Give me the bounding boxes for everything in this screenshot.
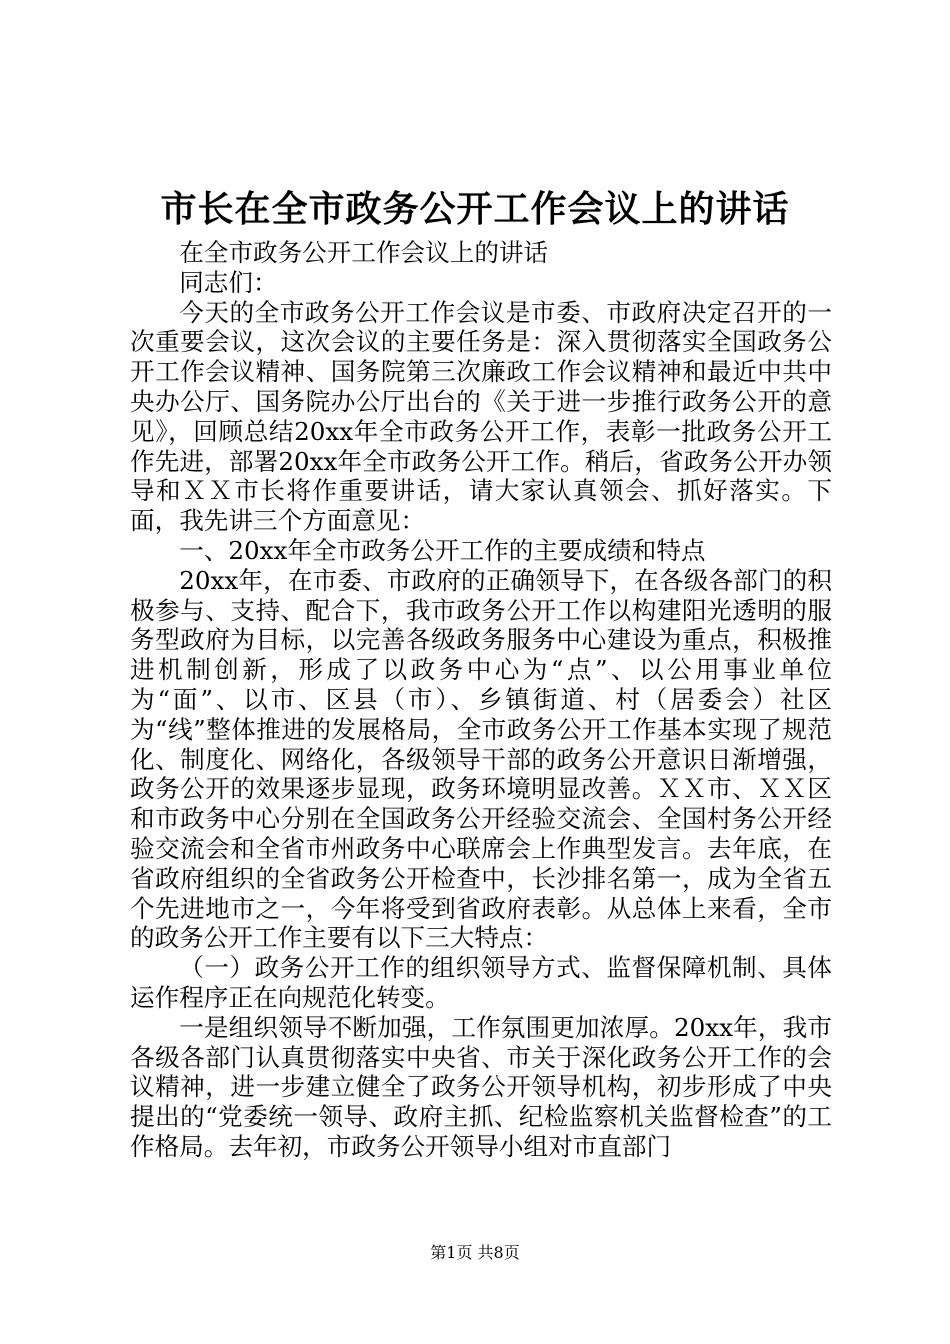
paragraph-salutation: 同志们：	[179, 267, 278, 297]
paragraph-subheading: （一）政务公开工作的组织领导方式、监督保障机制、具体运作程序正在向规范化转变。	[130, 953, 832, 1012]
paragraph-intro: 今天的全市政务公开工作会议是市委、市政府决定召开的一次重要会议，这次会议的主要任务是：深入贯彻落实全国政务公开工作会议精神、国务院第三次廉政工作会议精神和最近中共中央办公厅、国务院办公厅出台的《关于进一步推行政务公开的意见》，回顾总结20xx年全市政务公开工作，表彰一批政务公开工作先进，部署20xx年全市政务公开工作。稍后，省政务公开办领导和ＸＸ市长将作重要讲话，请大家认真领会、抓好落实。下面，我先讲三个方面意见：	[130, 297, 832, 536]
paragraph-subtitle: 在全市政务公开工作会议上的讲话	[179, 238, 549, 267]
paragraph-achievements: 20xx年，在市委、市政府的正确领导下，在各级各部门的积极参与、支持、配合下，我市政务公开工作以构建阳光透明的服务型政府为目标，以完善各级政务服务中心建设为重点，积极推进机制创新，形成了以政务中心为“点”、以公用事业单位为“面”、以市、区县（市）、乡镇街道、村（居委会）社区为“线”整体推进的发展格局，全市政务公开工作基本实现了规范化、制度化、网络化，各级领导干部的政务公开意识日渐增强，政务公开的效果逐步显现，政务环境明显改善。ＸＸ市、ＸＸ区和市政务中心分别在全国政务公开经验交流会、全国村务公开经验交流会和全省市州政务中心联席会上作典型发言。去年底，在省政府组织的全省政务公开检查中，长沙排名第一，成为全省五个先进地市之一，今年将受到省政府表彰。从总体上来看，全市的政务公开工作主要有以下三大特点：	[130, 565, 832, 953]
document-title: 市长在全市政务公开工作会议上的讲话	[160, 188, 790, 230]
paragraph-leadership: 一是组织领导不断加强，工作氛围更加浓厚。20xx年，我市各级各部门认真贯彻落实中央省、市关于深化政务公开工作的会议精神，进一步建立健全了政务公开领导机构，初步形成了中央提出的“党委统一领导、政府主抓、纪检监察机关监督检查”的工作格局。去年初，市政务公开领导小组对市直部门	[130, 1012, 832, 1161]
document-body	[130, 238, 832, 1162]
page-footer: 第1页 共8页	[430, 1243, 520, 1262]
paragraph-section-heading: 一、20xx年全市政务公开工作的主要成绩和特点	[179, 535, 706, 565]
